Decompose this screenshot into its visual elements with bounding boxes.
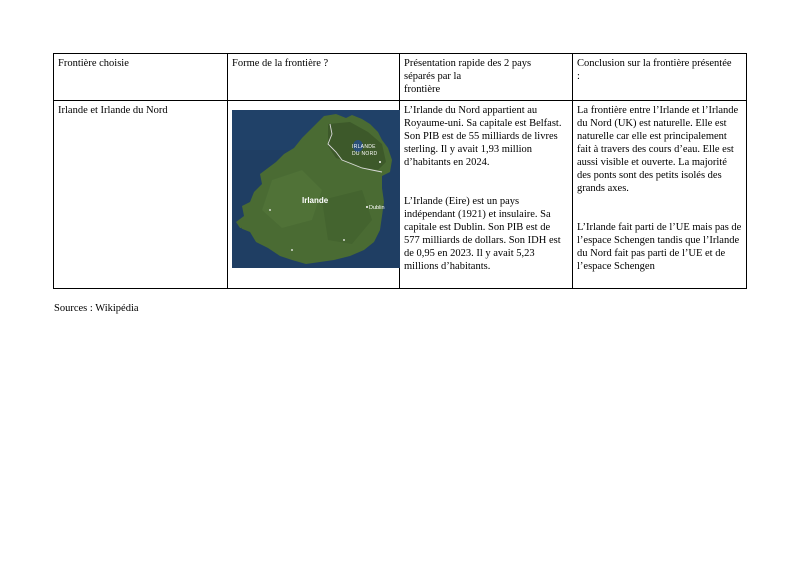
ireland-map-svg — [232, 110, 400, 268]
map-label-ni-2: DU NORD — [352, 151, 378, 157]
presentation-ni: L’Irlande du Nord appartient au Royaume-uni. Sa capitale est Belfast. Son PIB est de 55 milliards de livres sterling. Il y avait 1,93 million d’habitants en 2024. — [404, 105, 562, 168]
table-header-row — [54, 54, 747, 101]
presentation-ireland: L’Irlande (Eire) est un pays indépendant (1921) et insulaire. Sa capitale est Dublin. Son PIB est de 577 milliards de dollars. Son IDH est de 0,95 en 2023. Il y avait 5,23 millions d’habitants. — [404, 196, 561, 272]
presentation-cell — [400, 101, 573, 289]
conclusion-border: La frontière entre l’Irlande et l’Irlande du Nord (UK) est naturelle. Elle est naturelle car elle est principalement fait à travers des cours d’eau. Elle est aussi visible et ouverte. La majorité des ponts sont des petits isolés des grands axes. — [577, 105, 739, 194]
ireland-map-image — [232, 110, 400, 268]
header-text: Forme de la frontière ? — [232, 58, 329, 69]
header-cell — [54, 54, 228, 101]
table-row — [54, 101, 747, 289]
map-label-irlande: Irlande — [302, 196, 329, 205]
map-label-dublin: Dublin — [369, 205, 385, 211]
map-label-ni-1: IRLANDE — [352, 144, 376, 150]
conclusion-cell — [573, 101, 747, 289]
header-text: Conclusion sur la frontière présentée : — [577, 58, 732, 82]
header-text: Présentation rapide des 2 pays séparés par la frontière — [404, 58, 532, 95]
map-cell — [228, 101, 400, 289]
border-name-cell — [54, 101, 228, 289]
header-cell — [228, 54, 400, 101]
border-name: Irlande et Irlande du Nord — [58, 105, 168, 116]
header-cell — [400, 54, 573, 101]
conclusion-eu: L’Irlande fait parti de l’UE mais pas de l’espace Schengen tandis que l’Irlande du Nord fait pas parti de l’UE et de l’espace Schengen — [577, 222, 742, 272]
border-table — [53, 53, 747, 289]
header-text: Frontière choisie — [58, 58, 129, 69]
header-cell — [573, 54, 747, 101]
sources-note: Sources : Wikipédia — [54, 303, 139, 314]
